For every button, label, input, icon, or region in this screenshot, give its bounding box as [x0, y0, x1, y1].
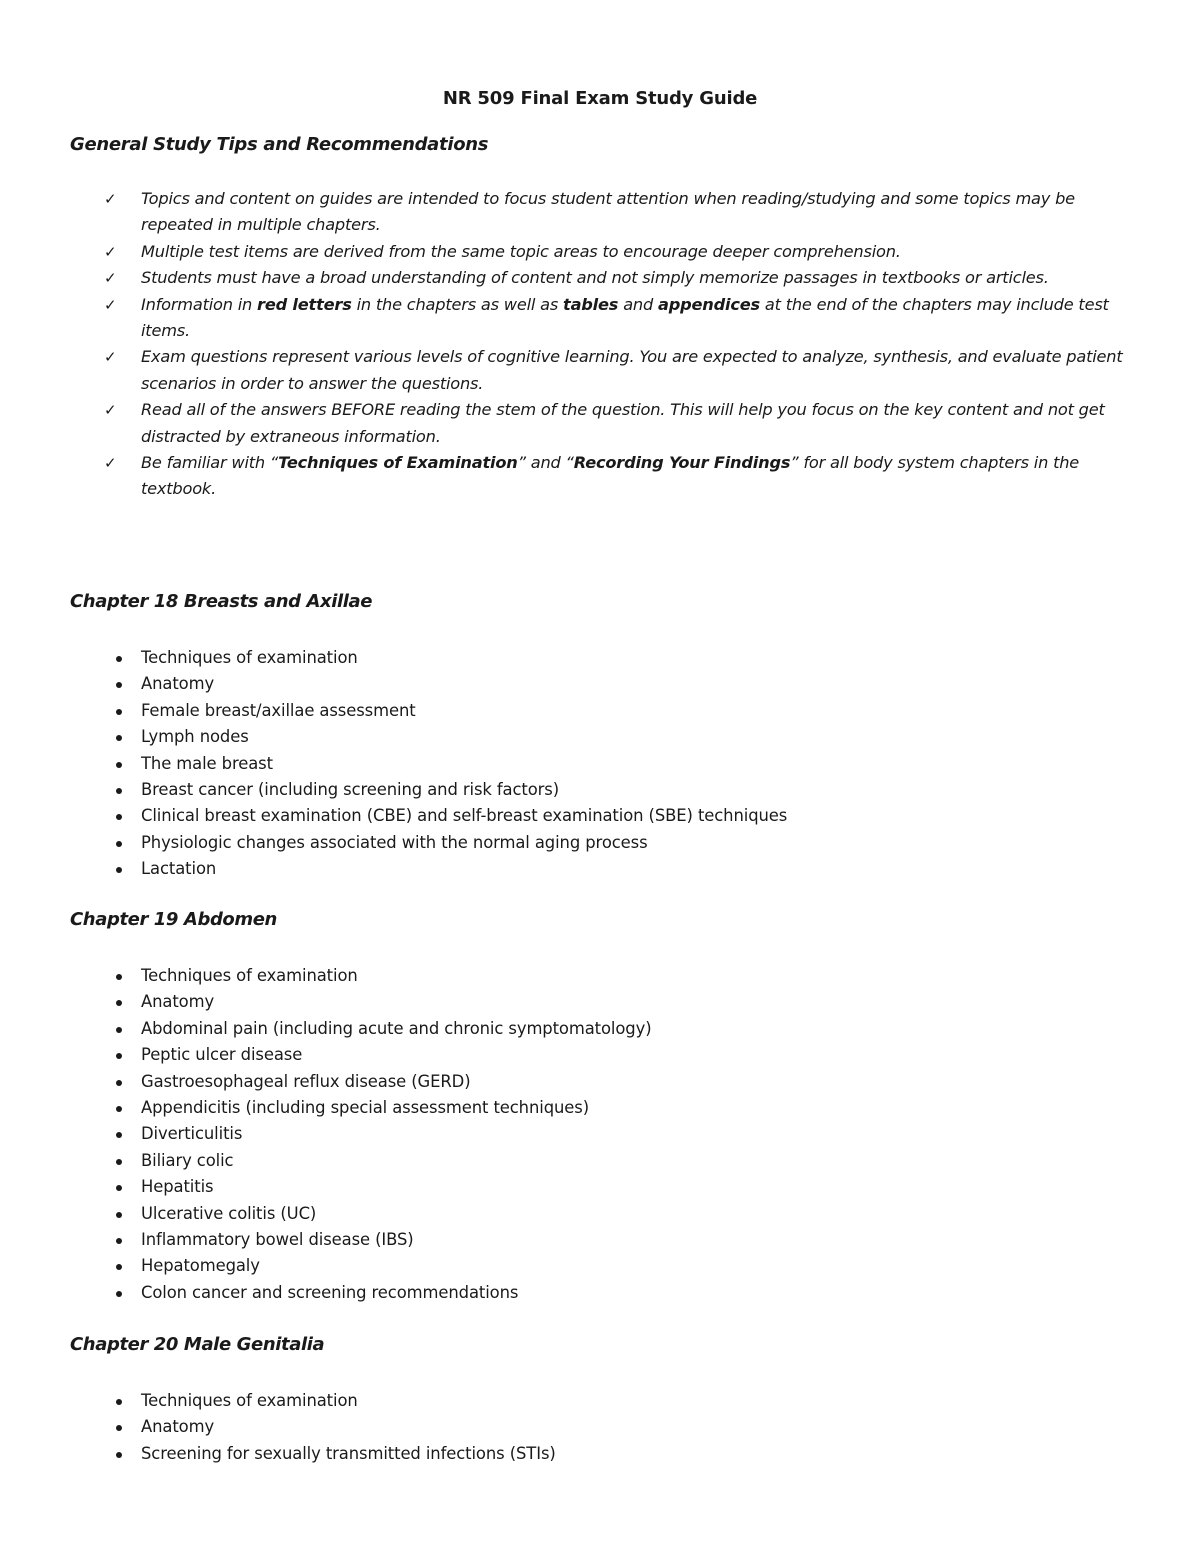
checkmark-icon: ✓	[104, 401, 117, 420]
topic-text: Lactation	[141, 859, 217, 879]
topic-item	[114, 1121, 652, 1147]
topic-text: Hepatitis	[141, 1177, 214, 1197]
tip-text: at the end of the chapters may include test items.	[141, 294, 1109, 341]
topic-item	[114, 751, 787, 777]
topic-item	[114, 671, 787, 697]
topic-item	[114, 1227, 652, 1253]
topic-text: Hepatomegaly	[141, 1256, 260, 1276]
tip-text: Be familiar with “	[141, 453, 279, 473]
tip-item	[104, 186, 1134, 239]
topic-text: Colon cancer and screening recommendations	[141, 1282, 519, 1302]
bullet-icon	[116, 1425, 122, 1431]
tip-text: Students must have a broad understanding of content and not simply memorize passages in textbooks or articles.	[141, 268, 1049, 288]
bullet-icon	[116, 1212, 122, 1218]
topic-text: Techniques of examination	[141, 1391, 358, 1410]
page-title: NR 509 Final Exam Study Guide	[442, 88, 758, 109]
tip-emphasis: red letters	[257, 294, 352, 314]
bullet-icon	[116, 682, 122, 688]
bullet-icon	[116, 841, 122, 847]
checkmark-icon: ✓	[104, 269, 117, 288]
bullet-icon	[116, 867, 122, 873]
bullet-icon	[116, 1159, 122, 1165]
tip-text: ” for all body system chapters in the textbook.	[141, 453, 1080, 499]
bullet-icon	[116, 1132, 122, 1138]
tip-text: ” and “	[517, 453, 574, 473]
topic-text: Peptic ulcer disease	[141, 1045, 303, 1065]
topic-text: Biliary colic	[141, 1150, 234, 1170]
bullet-icon	[116, 709, 122, 715]
bullet-icon	[116, 814, 122, 820]
bullet-icon	[116, 974, 122, 980]
topic-item	[114, 698, 787, 724]
bullet-icon	[116, 1027, 122, 1033]
bullet-icon	[116, 1452, 122, 1458]
tip-emphasis: Techniques of Examination	[278, 453, 518, 473]
bullet-icon	[116, 735, 122, 741]
checkmark-icon: ✓	[104, 190, 117, 208]
checkmark-icon: ✓	[104, 242, 117, 261]
topic-text: Anatomy	[141, 1417, 215, 1437]
topic-text: Techniques of examination	[141, 648, 358, 667]
topic-text: Diverticulitis	[141, 1124, 243, 1144]
chapter-heading-20: Chapter 20 Male Genitalia	[70, 1334, 325, 1355]
topic-text: Gastroesophageal reflux disease (GERD)	[141, 1071, 471, 1091]
topic-item	[114, 1414, 556, 1440]
tip-text: Exam questions represent various levels of cognitive learning. You are expected to analyze, synthesis, and evaluate patient scenarios in order to answer the questions.	[141, 347, 1123, 393]
chapter-19-list	[114, 963, 652, 1306]
topic-text: Female breast/axillae assessment	[141, 700, 416, 720]
checkmark-icon: ✓	[104, 295, 117, 314]
topic-item	[114, 1095, 652, 1121]
topic-item	[114, 1280, 652, 1306]
topic-item	[114, 1174, 652, 1200]
topic-item	[114, 963, 652, 989]
tip-text: Read all of the answers BEFORE reading the stem of the question. This will help you focus on the key content and not get distracted by extraneous information.	[141, 400, 1105, 446]
bullet-icon	[116, 1185, 122, 1191]
topic-item	[114, 1201, 652, 1227]
bullet-icon	[116, 1080, 122, 1086]
bullet-icon	[116, 788, 122, 794]
topic-item	[114, 989, 652, 1015]
tip-item	[104, 450, 1134, 503]
tip-emphasis: tables	[563, 294, 619, 314]
topic-item	[114, 803, 787, 829]
chapter-18-list	[114, 645, 787, 883]
topic-item	[114, 645, 787, 671]
tips-list	[104, 186, 1134, 503]
topic-item	[114, 777, 787, 803]
topic-item	[114, 724, 787, 750]
checkmark-icon: ✓	[104, 454, 117, 473]
chapter-20-list	[114, 1388, 556, 1467]
topic-item	[114, 856, 787, 882]
bullet-icon	[116, 1291, 122, 1297]
bullet-icon	[116, 1000, 122, 1006]
topic-text: Techniques of examination	[141, 966, 358, 985]
topic-text: Abdominal pain (including acute and chronic symptomatology)	[141, 1018, 652, 1038]
tip-emphasis: appendices	[658, 294, 760, 314]
tip-item	[104, 344, 1134, 397]
topic-item	[114, 830, 787, 856]
bullet-icon	[116, 1399, 122, 1405]
topic-text: Anatomy	[141, 674, 215, 694]
bullet-icon	[116, 1264, 122, 1270]
topic-text: Inflammatory bowel disease (IBS)	[141, 1230, 414, 1250]
bullet-icon	[116, 1106, 122, 1112]
topic-text: Anatomy	[141, 992, 215, 1012]
bullet-icon	[116, 656, 122, 662]
topic-text: Ulcerative colitis (UC)	[141, 1203, 317, 1223]
topic-text: Physiologic changes associated with the normal aging process	[141, 832, 648, 852]
topic-item	[114, 1148, 652, 1174]
tips-heading: General Study Tips and Recommendations	[70, 134, 489, 155]
tip-text: and	[618, 294, 658, 314]
tip-emphasis: Recording Your Findings	[573, 453, 791, 473]
topic-item	[114, 1441, 556, 1467]
tip-text: Multiple test items are derived from the same topic areas to encourage deeper comprehension.	[141, 241, 901, 261]
tip-item	[104, 292, 1134, 345]
topic-text: The male breast	[141, 753, 273, 773]
tip-item	[104, 397, 1134, 450]
topic-text: Clinical breast examination (CBE) and self-breast examination (SBE) techniques	[141, 806, 788, 826]
topic-text: Appendicitis (including special assessment techniques)	[141, 1098, 590, 1118]
checkmark-icon: ✓	[104, 348, 117, 367]
tip-text: in the chapters as well as	[351, 294, 564, 314]
chapter-heading-18: Chapter 18 Breasts and Axillae	[70, 591, 373, 612]
topic-text: Screening for sexually transmitted infections (STIs)	[141, 1443, 556, 1463]
topic-text: Lymph nodes	[141, 727, 249, 747]
topic-item	[114, 1069, 652, 1095]
topic-item	[114, 1388, 556, 1414]
tip-text: Information in	[141, 294, 258, 314]
tip-item	[104, 265, 1134, 291]
topic-item	[114, 1016, 652, 1042]
topic-item	[114, 1042, 652, 1068]
bullet-icon	[116, 1238, 122, 1244]
tip-item	[104, 239, 1134, 265]
tip-text: Topics and content on guides are intended to focus student attention when reading/studying and some topics may be repeated in multiple chapters.	[141, 189, 1075, 235]
bullet-icon	[116, 762, 122, 768]
topic-item	[114, 1253, 652, 1279]
topic-text: Breast cancer (including screening and risk factors)	[141, 780, 560, 800]
bullet-icon	[116, 1053, 122, 1059]
chapter-heading-19: Chapter 19 Abdomen	[70, 909, 277, 930]
